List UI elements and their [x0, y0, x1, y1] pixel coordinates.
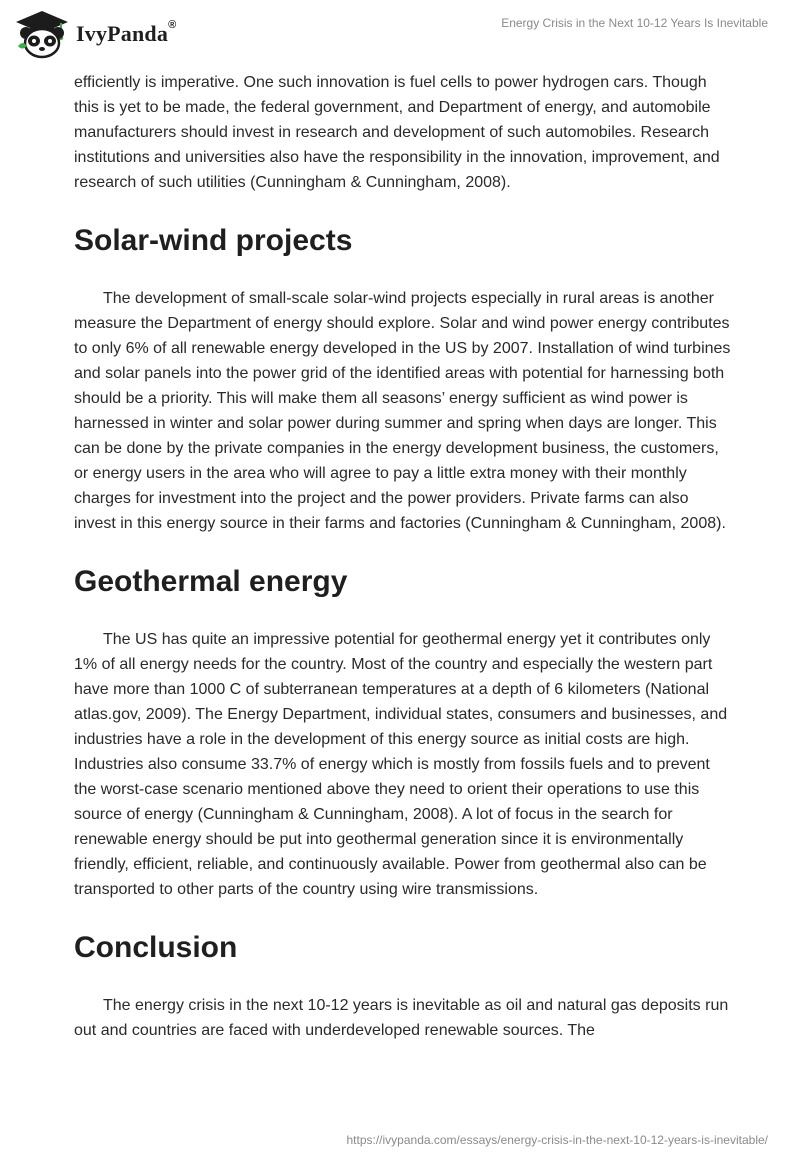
intro-paragraph: efficiently is imperative. One such innovation is fuel cells to power hydrogen cars. Though this is yet to be made, the federal government, and Department of energy, and automobile manufacturers should invest in research and development of such automobiles. Research institutions and universities also have the responsibility in the innovation, improvement, and research of such utilities (Cunningham & Cunningham, 2008).	[74, 74, 720, 191]
section-heading-conclusion: Conclusion	[74, 931, 238, 964]
page-header	[0, 0, 800, 70]
section-paragraph-geothermal: The US has quite an impressive potential for geothermal energy yet it contributes only 1% of all energy needs for the country. Most of the country and especially the western part have more than 1000 C of subterranean temperatures at a depth of 6 kilometers (National atlas.gov, 2009). The Energy Department, individual states, consumers and businesses, and industries have a role in the development of this energy source as initial costs are high. Industries also consume 33.7% of energy which is mostly from fossils fuels and to prevent the worst-case scenario mentioned above they need to orient their operations to use this source of energy (Cunningham & Cunningham, 2008). A lot of focus in the search for renewable energy should be put into geothermal generation since it is environmentally friendly, efficient, reliable, and continuously available. Power from geothermal also can be transported to other parts of the country using wire transmissions.	[74, 631, 728, 898]
panda-mascot-icon	[14, 8, 70, 60]
section-heading-geothermal: Geothermal energy	[74, 565, 348, 598]
ivypanda-logo[interactable]	[14, 8, 176, 60]
section-heading-solar-wind: Solar-wind projects	[74, 224, 353, 257]
brand-name: IvyPanda®	[76, 19, 177, 46]
article-body	[74, 70, 734, 1043]
source-url[interactable]: https://ivypanda.com/essays/energy-crisis-in-the-next-10-12-years-is-inevitable/	[346, 1133, 768, 1147]
section-paragraph-solar-wind: The development of small-scale solar-wind projects especially in rural areas is another measure the Department of energy should explore. Solar and wind power energy contributes to only 6% of all renewable energy developed in the US by 2007. Installation of wind turbines and solar panels into the power grid of the identified areas with potential for harnessing both should be a priority. This will make them all seasons’ energy sufficient as wind power is harnessed in winter and solar power during summer and spring when days are longer. This can be done by the private companies in the energy development business, the customers, or energy users in the area who will agree to pay a little extra money with their monthly charges for investment into the project and the power providers. Private farms can also invest in this energy source in their farms and factories (Cunningham & Cunningham, 2008).	[74, 290, 731, 532]
document-title: Energy Crisis in the Next 10-12 Years Is Inevitable	[501, 16, 768, 30]
section-paragraph-conclusion: The energy crisis in the next 10-12 years is inevitable as oil and natural gas deposits run out and countries are faced with underdeveloped renewable sources. The	[74, 997, 729, 1039]
